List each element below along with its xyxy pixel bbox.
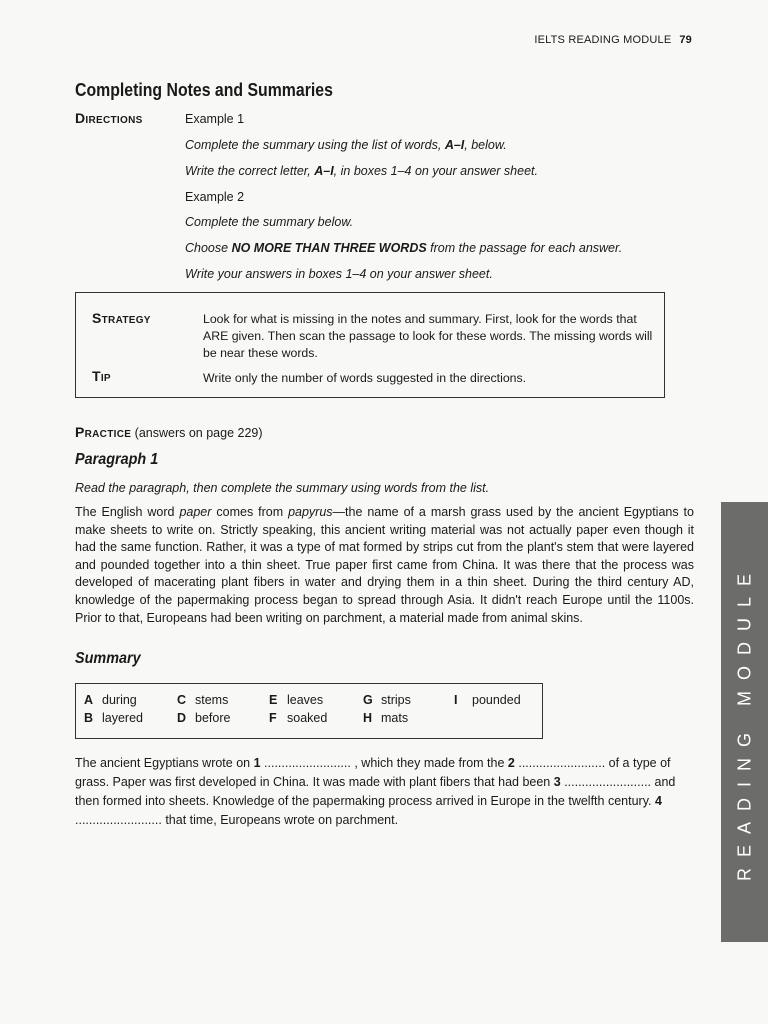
blank-number: 2 — [507, 756, 515, 770]
directions-line-6: Choose NO MORE THAN THREE WORDS from the passage for each answer. — [185, 241, 623, 255]
tip-label: Tip — [92, 368, 111, 384]
directions-line-5: Complete the summary below. — [185, 215, 354, 229]
page-number: 79 — [679, 34, 692, 46]
summary-text: The ancient Egyptians wrote on 1 ......................... , which they made from the 2 ......................... of a type of grass. Paper was first developed in China. It was made with plant fibers that had been 3 ......................... and then formed into sheets. Knowledge of the papermaking process arrived in Europe in the twelfth century. 4 ......................... that time, Europeans wrote on parchment. — [75, 756, 676, 827]
word-option: A during — [84, 693, 137, 707]
directions-line-7: Write your answers in boxes 1–4 on your answer sheet. — [185, 267, 493, 281]
page-title: Completing Notes and Summaries — [75, 80, 333, 100]
side-tab-label: READING MODULE — [734, 562, 754, 882]
running-head — [0, 34, 692, 46]
answer-blank-3: ......................... — [564, 775, 652, 789]
blank-number: 1 — [253, 756, 261, 770]
directions-label: Directions — [75, 110, 143, 126]
strategy-tip-box — [75, 292, 665, 398]
word-list-box — [75, 683, 543, 739]
strategy-label: Strategy — [92, 310, 151, 326]
word-option: C stems — [177, 693, 229, 707]
word-option: G strips — [363, 693, 411, 707]
word-option: F soaked — [269, 711, 328, 725]
summary-heading: Summary — [75, 650, 141, 667]
answer-blank-1: ......................... — [264, 756, 351, 770]
answer-blank-4: ......................... — [75, 813, 162, 827]
passage-text: The English word paper comes from papyrus—the name of a marsh grass used by the ancient Egyptians to make sheets to write on. Strictly speaking, this ancient writing material was not actually paper even though it had the same function. Rather, it was a type of mat formed by strips cut from the plant's stem that were layered and pounded together into a thin sheet. True paper first came from China. It was there that the process was developed of macerating plant fibers in water and drying them in a thin sheet. During the third century AD, knowledge of the papermaking process began to spread through Asia. It didn't reach Europe until the 1100s. Prior to that, Europeans had been writing on parchment, a material made from animal skins. — [75, 505, 694, 625]
section-side-tab — [721, 502, 768, 942]
word-option: B layered — [84, 711, 143, 725]
running-head-title: IELTS READING MODULE — [534, 34, 672, 46]
strategy-text: Look for what is missing in the notes and summary. First, look for the words that ARE given. Then scan the passage to look for these words. The missing words will be near these words. — [203, 312, 653, 360]
practice-label: Practice — [75, 424, 132, 440]
directions-line-4: Example 2 — [185, 190, 245, 204]
directions-line-1: Example 1 — [185, 112, 245, 126]
blank-number: 3 — [553, 775, 561, 789]
word-option: H mats — [363, 711, 409, 725]
answer-blank-2: ......................... — [518, 756, 606, 770]
word-option: D before — [177, 711, 231, 725]
directions-line-3: Write the correct letter, A–I, in boxes 1–4 on your answer sheet. — [185, 164, 538, 178]
paragraph-heading: Paragraph 1 — [75, 451, 159, 468]
word-option: E leaves — [269, 693, 324, 707]
tip-text: Write only the number of words suggested in the directions. — [203, 371, 527, 385]
directions-line-2: Complete the summary using the list of words, A–I, below. — [185, 138, 507, 152]
practice-note: (answers on page 229) — [134, 426, 263, 440]
blank-number: 4 — [654, 794, 662, 808]
practice-heading — [75, 424, 263, 440]
word-option: I pounded — [454, 693, 521, 707]
instruction-text: Read the paragraph, then complete the summary using words from the list. — [75, 481, 490, 495]
